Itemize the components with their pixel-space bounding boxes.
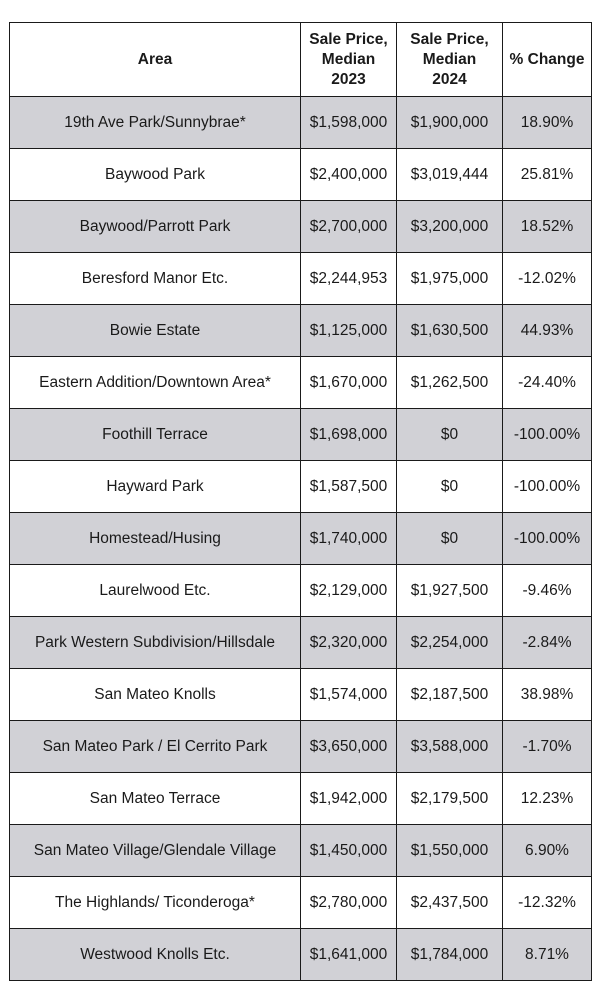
- cell-price-2024: $1,550,000: [397, 825, 503, 877]
- header-percent-change: [503, 23, 592, 97]
- cell-percent-change: -9.46%: [503, 565, 592, 617]
- cell-price-2023: $1,698,000: [301, 409, 397, 461]
- table-row: [10, 357, 592, 409]
- cell-price-2023: $2,780,000: [301, 877, 397, 929]
- cell-price-2024: $0: [397, 513, 503, 565]
- table-row: [10, 877, 592, 929]
- header-price-2023-line-1: Sale Price,: [309, 30, 388, 48]
- table-row: [10, 97, 592, 149]
- cell-price-2023: $1,641,000: [301, 929, 397, 981]
- cell-price-2024: $0: [397, 461, 503, 513]
- price-table-container: [9, 22, 592, 981]
- header-area: [10, 23, 301, 97]
- cell-area: Westwood Knolls Etc.: [10, 929, 301, 981]
- cell-price-2023: $2,400,000: [301, 149, 397, 201]
- median-sale-price-table: [9, 22, 592, 981]
- cell-area: Bowie Estate: [10, 305, 301, 357]
- cell-price-2023: $3,650,000: [301, 721, 397, 773]
- cell-price-2023: $2,244,953: [301, 253, 397, 305]
- cell-price-2023: $1,598,000: [301, 97, 397, 149]
- cell-area: San Mateo Terrace: [10, 773, 301, 825]
- cell-percent-change: 18.90%: [503, 97, 592, 149]
- header-price-2023: [301, 23, 397, 97]
- header-price-2023-line-2: Median: [321, 50, 376, 68]
- cell-percent-change: -12.02%: [503, 253, 592, 305]
- cell-percent-change: -100.00%: [503, 461, 592, 513]
- cell-price-2024: $3,588,000: [397, 721, 503, 773]
- cell-percent-change: 25.81%: [503, 149, 592, 201]
- cell-price-2024: $3,019,444: [397, 149, 503, 201]
- table-row: [10, 617, 592, 669]
- table-row: [10, 825, 592, 877]
- cell-price-2023: $1,125,000: [301, 305, 397, 357]
- cell-price-2024: $1,927,500: [397, 565, 503, 617]
- cell-percent-change: 38.98%: [503, 669, 592, 721]
- cell-area: Baywood/Parrott Park: [10, 201, 301, 253]
- cell-area: 19th Ave Park/Sunnybrae*: [10, 97, 301, 149]
- cell-price-2024: $1,900,000: [397, 97, 503, 149]
- header-area-label: Area: [137, 50, 173, 68]
- header-row: [10, 23, 592, 97]
- header-percent-change-label: % Change: [509, 50, 585, 68]
- cell-percent-change: 12.23%: [503, 773, 592, 825]
- cell-price-2024: $2,179,500: [397, 773, 503, 825]
- table-row: [10, 721, 592, 773]
- table-row: [10, 565, 592, 617]
- header-price-2024: [397, 23, 503, 97]
- cell-price-2024: $0: [397, 409, 503, 461]
- cell-area: San Mateo Village/Glendale Village: [10, 825, 301, 877]
- cell-price-2023: $1,450,000: [301, 825, 397, 877]
- cell-price-2024: $3,200,000: [397, 201, 503, 253]
- cell-percent-change: -100.00%: [503, 409, 592, 461]
- cell-area: Homestead/Husing: [10, 513, 301, 565]
- table-row: [10, 513, 592, 565]
- header-price-2024-line-1: Sale Price,: [410, 30, 489, 48]
- cell-area: Beresford Manor Etc.: [10, 253, 301, 305]
- cell-percent-change: 44.93%: [503, 305, 592, 357]
- cell-area: Eastern Addition/Downtown Area*: [10, 357, 301, 409]
- cell-percent-change: 8.71%: [503, 929, 592, 981]
- cell-price-2023: $1,587,500: [301, 461, 397, 513]
- cell-area: Baywood Park: [10, 149, 301, 201]
- cell-area: Park Western Subdivision/Hillsdale: [10, 617, 301, 669]
- cell-price-2023: $1,740,000: [301, 513, 397, 565]
- table-row: [10, 669, 592, 721]
- cell-percent-change: 18.52%: [503, 201, 592, 253]
- cell-price-2024: $1,630,500: [397, 305, 503, 357]
- cell-price-2024: $2,437,500: [397, 877, 503, 929]
- cell-area: Hayward Park: [10, 461, 301, 513]
- table-row: [10, 305, 592, 357]
- table-row: [10, 149, 592, 201]
- cell-price-2024: $1,262,500: [397, 357, 503, 409]
- cell-percent-change: -1.70%: [503, 721, 592, 773]
- cell-price-2024: $1,784,000: [397, 929, 503, 981]
- cell-percent-change: -2.84%: [503, 617, 592, 669]
- cell-area: San Mateo Knolls: [10, 669, 301, 721]
- cell-percent-change: -100.00%: [503, 513, 592, 565]
- header-price-2024-line-3: 2024: [432, 70, 467, 88]
- table-body: [10, 97, 592, 981]
- cell-price-2023: $2,320,000: [301, 617, 397, 669]
- cell-percent-change: -24.40%: [503, 357, 592, 409]
- table-row: [10, 929, 592, 981]
- cell-price-2023: $1,942,000: [301, 773, 397, 825]
- table-row: [10, 461, 592, 513]
- cell-price-2023: $1,670,000: [301, 357, 397, 409]
- cell-price-2024: $2,254,000: [397, 617, 503, 669]
- cell-area: The Highlands/ Ticonderoga*: [10, 877, 301, 929]
- table-row: [10, 201, 592, 253]
- cell-price-2024: $1,975,000: [397, 253, 503, 305]
- cell-area: Laurelwood Etc.: [10, 565, 301, 617]
- table-header: [10, 23, 592, 97]
- cell-percent-change: 6.90%: [503, 825, 592, 877]
- table-row: [10, 773, 592, 825]
- cell-price-2023: $2,129,000: [301, 565, 397, 617]
- header-price-2023-line-3: 2023: [331, 70, 366, 88]
- cell-price-2024: $2,187,500: [397, 669, 503, 721]
- cell-area: San Mateo Park / El Cerrito Park: [10, 721, 301, 773]
- cell-price-2023: $2,700,000: [301, 201, 397, 253]
- table-row: [10, 409, 592, 461]
- cell-price-2023: $1,574,000: [301, 669, 397, 721]
- cell-area: Foothill Terrace: [10, 409, 301, 461]
- header-price-2024-line-2: Median: [422, 50, 477, 68]
- cell-percent-change: -12.32%: [503, 877, 592, 929]
- table-row: [10, 253, 592, 305]
